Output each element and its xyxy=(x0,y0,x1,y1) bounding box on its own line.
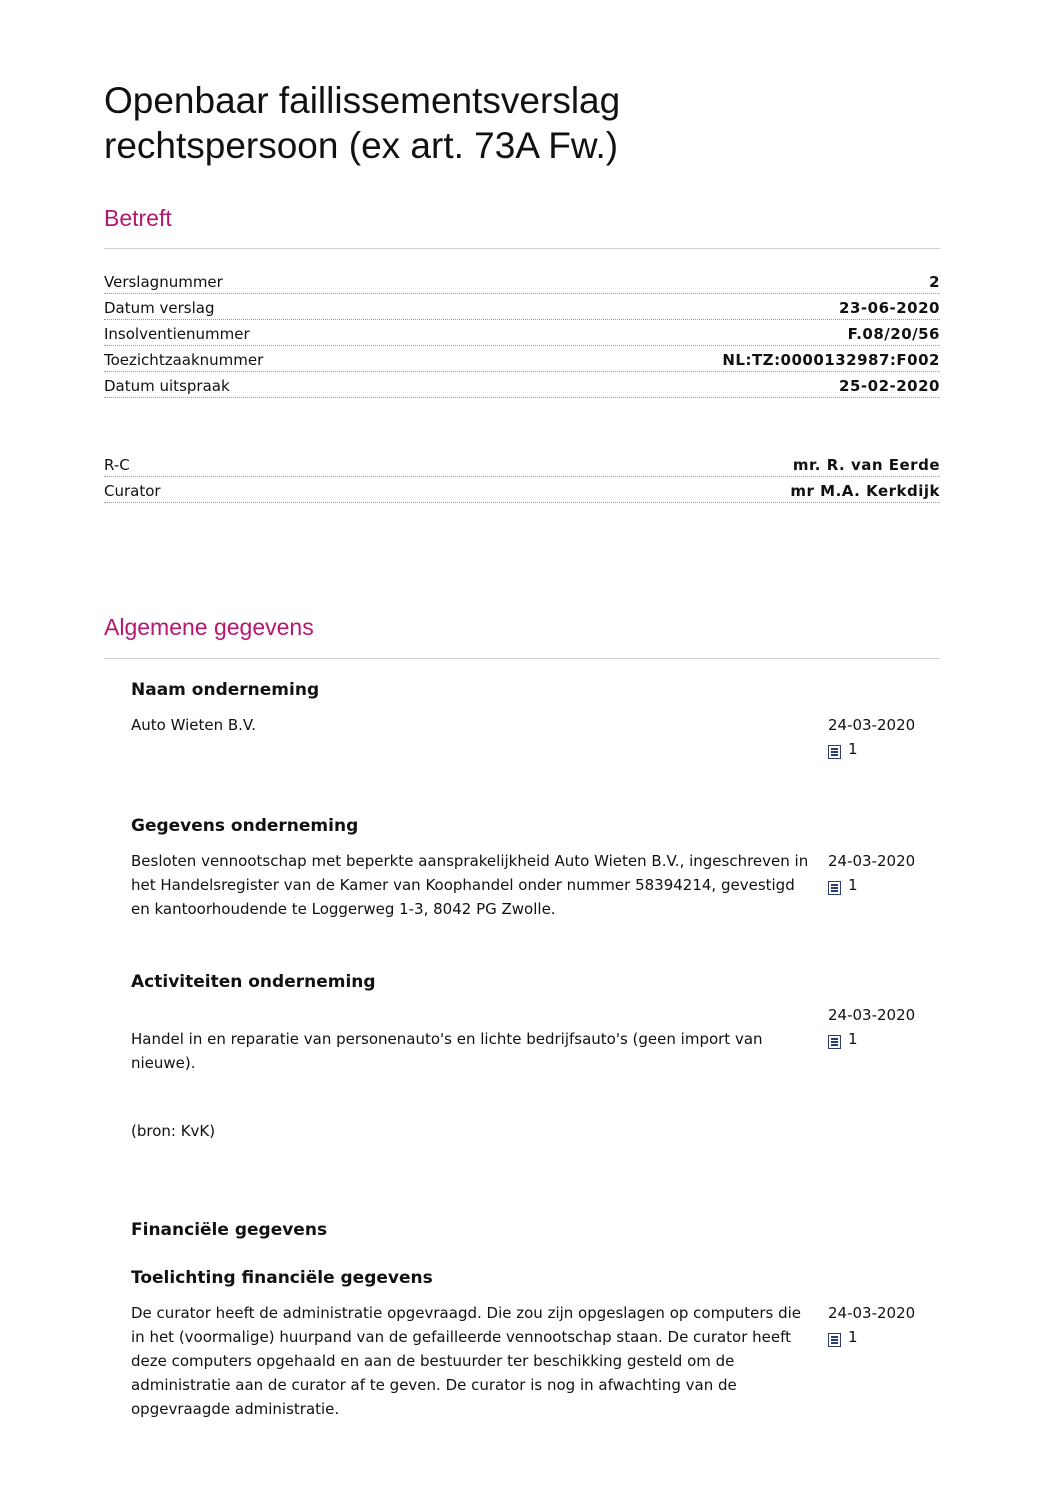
kv-label: Curator xyxy=(104,482,161,500)
attachment-count: 1 xyxy=(848,1328,858,1346)
kv-value: 2 xyxy=(929,273,940,291)
section-financieel xyxy=(131,1219,940,1421)
subsection-title: Toelichting financiële gegevens xyxy=(131,1268,433,1288)
section-title: Gegevens onderneming xyxy=(131,816,359,836)
divider xyxy=(104,248,940,249)
kv-row xyxy=(104,347,940,372)
document-icon xyxy=(828,745,841,759)
entry xyxy=(131,1003,940,1167)
algemeen-heading: Algemene gegevens xyxy=(104,614,314,640)
document-icon xyxy=(828,1035,841,1049)
kv-value: 25-02-2020 xyxy=(839,377,940,395)
divider xyxy=(104,658,940,659)
kv-row xyxy=(104,295,940,320)
section-activiteiten xyxy=(131,971,940,1167)
section-title: Financiële gegevens xyxy=(131,1220,328,1240)
report-page xyxy=(104,78,940,1421)
entry-date: 24-03-2020 xyxy=(828,1006,916,1024)
officials-table xyxy=(104,452,940,503)
entry-meta xyxy=(828,849,940,921)
document-icon xyxy=(828,1333,841,1347)
kv-row xyxy=(104,373,940,398)
entry-meta xyxy=(828,1301,940,1421)
attachment-count: 1 xyxy=(848,876,858,894)
kv-row xyxy=(104,321,940,346)
entry-meta xyxy=(828,1003,940,1167)
kv-label: Insolventienummer xyxy=(104,325,250,343)
entry-text: De curator heeft de administratie opgevraagd. Die zou zijn opgeslagen op computers die in het (voormalige) huurpand van de gefailleerde vennootschap staan. De curator heeft deze computers opgehaald en aan de bestuurder ter beschikking gesteld om de administratie aan de curator af te geven. De curator is nog in afwachting van de opgevraagde administratie. xyxy=(131,1304,802,1418)
entry-text xyxy=(131,1003,811,1167)
entry-meta xyxy=(828,713,940,761)
attachment-link[interactable] xyxy=(828,1027,940,1051)
title-line-1: Openbaar faillissementsverslag xyxy=(104,80,621,121)
kv-value: NL:TZ:0000132987:F002 xyxy=(722,351,940,369)
entry-body: Handel in en reparatie van personenauto's en lichte bedrijfsauto's (geen import van nieuwe). xyxy=(131,1030,763,1072)
entry-text: Besloten vennootschap met beperkte aansprakelijkheid Auto Wieten B.V., ingeschreven in het Handelsregister van de Kamer van Koophandel onder nummer 58394214, gevestigd en kantoorhoudende te Loggerweg 1-3, 8042 PG Zwolle. xyxy=(131,852,809,918)
section-title: Activiteiten onderneming xyxy=(131,972,376,992)
entry-date: 24-03-2020 xyxy=(828,716,916,734)
kv-label: R-C xyxy=(104,456,130,474)
entry xyxy=(131,713,940,761)
kv-label: Verslagnummer xyxy=(104,273,223,291)
entry xyxy=(131,849,940,921)
kv-row xyxy=(104,452,940,477)
entry xyxy=(131,1301,940,1421)
page-title xyxy=(104,78,940,168)
attachment-link[interactable] xyxy=(828,1325,940,1349)
title-line-2: rechtspersoon (ex art. 73A Fw.) xyxy=(104,125,619,166)
kv-row xyxy=(104,478,940,503)
section-naam xyxy=(131,679,940,761)
attachment-link[interactable] xyxy=(828,873,940,897)
kv-value: F.08/20/56 xyxy=(847,325,940,343)
entry-text: Auto Wieten B.V. xyxy=(131,716,257,734)
document-icon xyxy=(828,881,841,895)
betreft-table xyxy=(104,269,940,398)
entry-date: 24-03-2020 xyxy=(828,1304,916,1322)
section-title: Naam onderneming xyxy=(131,680,320,700)
attachment-link[interactable] xyxy=(828,737,940,761)
attachment-count: 1 xyxy=(848,1030,858,1048)
attachment-count: 1 xyxy=(848,740,858,758)
kv-value: mr M.A. Kerkdijk xyxy=(790,482,940,500)
section-gegevens xyxy=(131,815,940,921)
kv-value: 23-06-2020 xyxy=(839,299,940,317)
kv-label: Datum verslag xyxy=(104,299,215,317)
entry-source: (bron: KvK) xyxy=(131,1122,216,1140)
kv-row xyxy=(104,269,940,294)
kv-label: Datum uitspraak xyxy=(104,377,230,395)
kv-label: Toezichtzaaknummer xyxy=(104,351,264,369)
betreft-heading: Betreft xyxy=(104,205,172,231)
entry-date: 24-03-2020 xyxy=(828,852,916,870)
kv-value: mr. R. van Eerde xyxy=(792,456,940,474)
